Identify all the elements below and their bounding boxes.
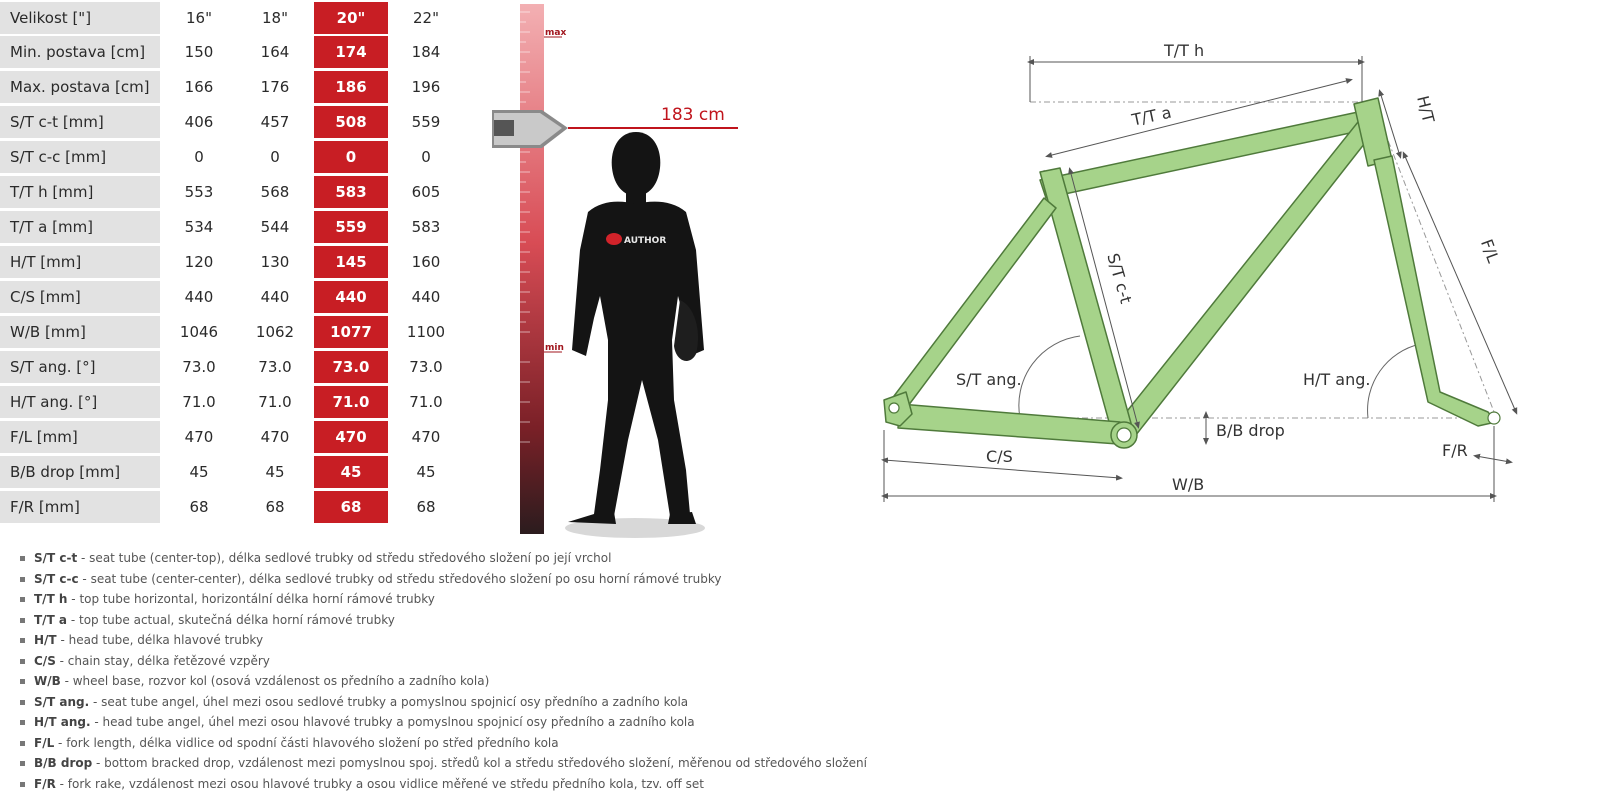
label-tt-h: T/T h <box>1164 41 1205 60</box>
cell-highlighted: 0 <box>314 141 388 173</box>
label-tt-a: T/T a <box>1130 102 1174 130</box>
bullet-icon <box>20 761 25 766</box>
legend-item <box>18 692 1018 713</box>
row-label: B/B drop [mm] <box>0 456 160 488</box>
cell: 150 <box>184 43 214 61</box>
legend-item <box>18 610 1018 631</box>
legend-item <box>18 569 1018 590</box>
bullet-icon <box>20 720 25 725</box>
legend-item <box>18 712 1018 733</box>
cell: 45 <box>416 463 436 481</box>
cell: 534 <box>184 218 214 236</box>
label-bb-drop: B/B drop <box>1216 421 1285 440</box>
cell: 196 <box>411 78 441 96</box>
table-row <box>0 176 441 208</box>
row-label: H/T ang. [°] <box>0 386 160 418</box>
cell: 68 <box>189 498 209 516</box>
legend-text: - head tube angel, úhel mezi osou hlavové trubky a pomyslnou spojnicí osy předního a zadního kola <box>90 715 695 729</box>
height-value: 183 cm <box>661 105 725 125</box>
table-row <box>0 71 441 103</box>
cell-highlighted: 440 <box>314 281 388 313</box>
table-row <box>0 141 431 173</box>
cell: 71.0 <box>409 393 443 411</box>
cell-highlighted: 68 <box>314 491 388 523</box>
legend-item <box>18 671 1018 692</box>
author-logo-text: AUTHOR <box>624 236 667 246</box>
legend-item <box>18 774 1018 795</box>
table-row <box>0 351 443 383</box>
bullet-icon <box>20 782 25 787</box>
max-label: max <box>545 28 567 38</box>
cell: 73.0 <box>258 358 292 376</box>
label-fr: F/R <box>1442 441 1468 460</box>
cell: 71.0 <box>258 393 292 411</box>
cell: 568 <box>260 183 290 201</box>
legend-item <box>18 733 1018 754</box>
label-wb: W/B <box>1172 475 1205 494</box>
legend-item <box>18 630 1018 651</box>
legend-text: - seat tube (center-top), délka sedlové trubky od středu středového složení po její vrchol <box>77 551 612 565</box>
legend-abbr: F/R <box>34 776 56 791</box>
height-slider <box>492 110 568 148</box>
cell: 440 <box>184 288 214 306</box>
legend-abbr: W/B <box>34 674 61 688</box>
label-fl: F/L <box>1477 236 1503 266</box>
legend-text: - bottom bracked drop, vzdálenost mezi pomyslnou spoj. středů kol a středu středového složení, měřenou od středového složení <box>92 756 867 770</box>
legend-abbr: H/T <box>34 633 57 647</box>
row-label: F/R [mm] <box>0 491 160 523</box>
row-label: C/S [mm] <box>0 281 160 313</box>
cell-highlighted: 1077 <box>314 316 388 348</box>
bottom-bracket-hole <box>1117 428 1131 442</box>
label-cs: C/S <box>986 447 1013 466</box>
cell: 68 <box>265 498 285 516</box>
legend-text: - fork length, délka vidlice od spodní části hlavového složení po střed předního kola <box>54 735 559 750</box>
bullet-icon <box>20 618 25 623</box>
head-tube <box>1354 98 1392 166</box>
cell-highlighted: 145 <box>314 246 388 278</box>
legend-text: - head tube, délka hlavové trubky <box>56 633 264 647</box>
legend-abbr: S/T c-c <box>34 571 79 586</box>
rider-height-illustration <box>490 0 770 540</box>
legend-item <box>18 548 1018 569</box>
cell: 1046 <box>179 323 219 341</box>
row-label: H/T [mm] <box>0 246 160 278</box>
label-ht: H/T <box>1413 93 1439 125</box>
cell: 440 <box>260 288 290 306</box>
head-tube-angle-arc <box>1368 344 1420 418</box>
legend-text: - seat tube (center-center), délka sedlové trubky od středu středového složení po osu horní rámové trubky <box>78 571 722 586</box>
bullet-icon <box>20 741 25 746</box>
cell: 130 <box>260 253 290 271</box>
cell: 470 <box>260 428 290 446</box>
legend-abbr: S/T c-t <box>34 551 78 565</box>
chain-stay <box>898 404 1120 444</box>
fork <box>1374 156 1496 426</box>
legend-abbr: B/B drop <box>34 756 93 770</box>
label-st-ct: S/T c-t <box>1103 251 1136 306</box>
cell: 71.0 <box>182 393 216 411</box>
bullet-icon <box>20 577 25 582</box>
legend-abbr: T/T h <box>34 592 68 606</box>
cell: 0 <box>421 148 431 166</box>
row-label: S/T ang. [°] <box>0 351 160 383</box>
table-row <box>0 211 441 243</box>
legend-text: - wheel base, rozvor kol (osová vzdálenost os předního a zadního kola) <box>60 674 490 688</box>
legend-text: - seat tube angel, úhel mezi osou sedlové trubky a pomyslnou spojnicí osy předního a zadního kola <box>89 694 689 709</box>
row-label: F/L [mm] <box>0 421 160 453</box>
table-row <box>0 246 441 278</box>
cell-highlighted: 470 <box>314 421 388 453</box>
cell: 73.0 <box>182 358 216 376</box>
bullet-icon <box>20 638 25 643</box>
legend-item <box>18 589 1018 610</box>
cell: 559 <box>411 113 441 131</box>
table-row <box>0 36 441 68</box>
cell: 470 <box>184 428 214 446</box>
ruler-ticks <box>520 12 530 442</box>
table-row <box>0 456 436 488</box>
cell: 166 <box>184 78 214 96</box>
cell-highlighted: 583 <box>314 176 388 208</box>
cell: 0 <box>194 148 204 166</box>
size-18: 18" <box>262 9 288 27</box>
row-label: Min. postava [cm] <box>0 36 160 68</box>
cell: 164 <box>260 43 290 61</box>
cell: 184 <box>411 43 441 61</box>
legend-item <box>18 753 1018 774</box>
legend-text: - top tube horizontal, horizontální délka horní rámové trubky <box>67 592 435 606</box>
table-row <box>0 386 443 418</box>
cell: 470 <box>411 428 441 446</box>
bullet-icon <box>20 700 25 705</box>
cell: 45 <box>189 463 209 481</box>
legend-abbr: C/S <box>34 653 56 668</box>
cell-highlighted: 508 <box>314 106 388 138</box>
cell: 0 <box>270 148 280 166</box>
table-row <box>0 281 441 313</box>
legend-abbr: S/T ang. <box>34 694 90 709</box>
row-label: S/T c-c [mm] <box>0 141 160 173</box>
cell: 583 <box>411 218 441 236</box>
cell: 73.0 <box>409 358 443 376</box>
legend-abbr: H/T ang. <box>34 715 91 729</box>
table-row <box>0 106 441 138</box>
cell-highlighted: 559 <box>314 211 388 243</box>
size-22: 22" <box>413 9 439 27</box>
cell: 553 <box>184 183 214 201</box>
table-row <box>0 491 436 523</box>
cell-highlighted: 73.0 <box>314 351 388 383</box>
size-16: 16" <box>186 9 212 27</box>
cell-highlighted: 45 <box>314 456 388 488</box>
table-row <box>0 316 446 348</box>
bullet-icon <box>20 556 25 561</box>
cell: 68 <box>416 498 436 516</box>
cell: 1100 <box>406 323 446 341</box>
row-label: Max. postava [cm] <box>0 71 160 103</box>
front-axle <box>1488 412 1500 424</box>
size-20-highlighted: 20" <box>314 2 388 34</box>
seat-tube-angle-arc <box>1019 336 1080 418</box>
cell: 457 <box>260 113 290 131</box>
label-st-ang: S/T ang. <box>956 370 1022 389</box>
cell-highlighted: 186 <box>314 71 388 103</box>
cell: 45 <box>265 463 285 481</box>
cell: 406 <box>184 113 214 131</box>
table-row <box>0 421 441 453</box>
cell: 1062 <box>255 323 295 341</box>
cell: 120 <box>184 253 214 271</box>
min-label: min <box>545 343 564 353</box>
row-label: Velikost ["] <box>0 2 160 34</box>
legend-abbr: T/T a <box>34 612 68 627</box>
cell: 176 <box>260 78 290 96</box>
cell: 160 <box>411 253 441 271</box>
rear-axle <box>889 403 899 413</box>
label-ht-ang: H/T ang. <box>1303 370 1371 389</box>
row-label: T/T a [mm] <box>0 211 160 243</box>
rider-silhouette <box>565 132 705 538</box>
cell-highlighted: 174 <box>314 36 388 68</box>
legend-text: - top tube actual, skutečná délka horní rámové trubky <box>67 612 395 627</box>
legend-text: - fork rake, vzdálenost mezi osou hlavové trubky a osou vidlice měřené ve středu předního kola, tzv. off set <box>55 776 704 791</box>
cell-highlighted: 71.0 <box>314 386 388 418</box>
bike-frame <box>884 98 1496 448</box>
row-label: W/B [mm] <box>0 316 160 348</box>
table-header-row <box>0 2 439 34</box>
cell: 544 <box>260 218 290 236</box>
bullet-icon <box>20 679 25 684</box>
row-label: S/T c-t [mm] <box>0 106 160 138</box>
legend-abbr: F/L <box>34 735 55 750</box>
frame-geometry-diagram <box>880 30 1560 520</box>
bullet-icon <box>20 659 25 664</box>
cell: 440 <box>411 288 441 306</box>
bullet-icon <box>20 597 25 602</box>
cell: 605 <box>411 183 441 201</box>
abbreviation-legend <box>18 548 1018 794</box>
legend-item <box>18 651 1018 672</box>
row-label: T/T h [mm] <box>0 176 160 208</box>
legend-text: - chain stay, délka řetězové vzpěry <box>55 653 270 668</box>
